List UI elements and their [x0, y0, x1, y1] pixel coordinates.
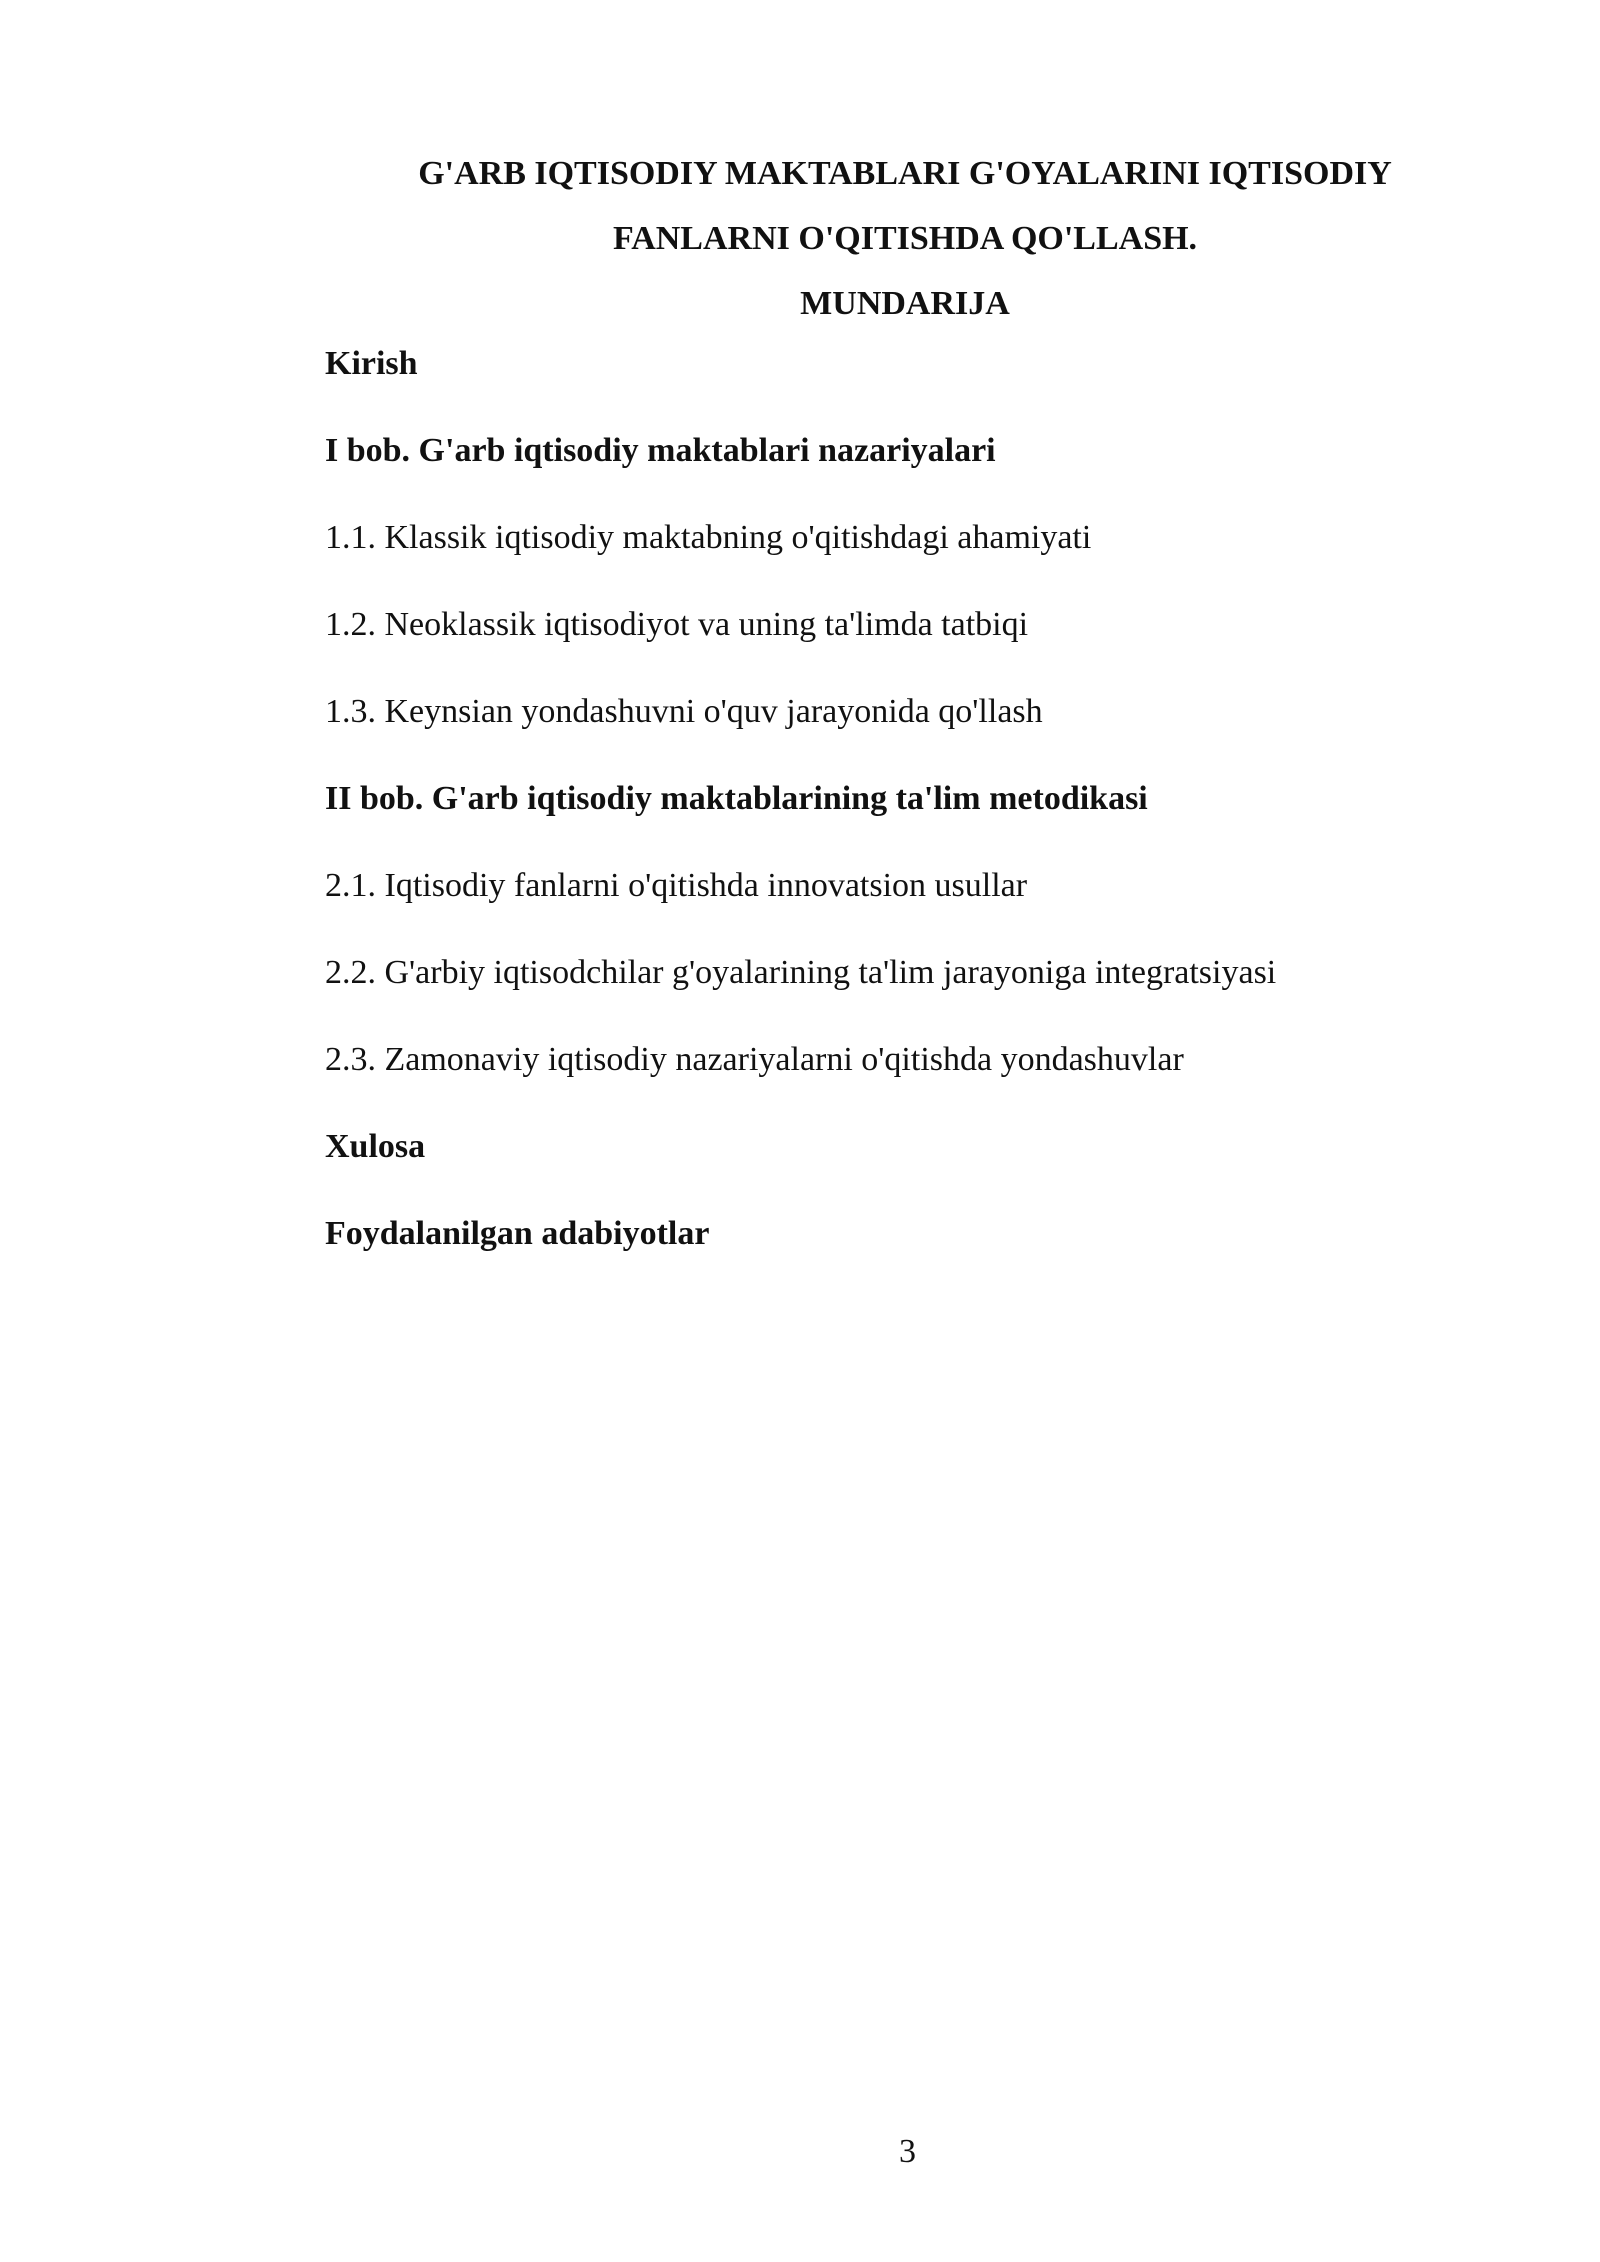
- toc-entry-conclusion: Xulosa: [325, 1128, 426, 1165]
- toc-entry-references: Foydalanilgan adabiyotlar: [325, 1215, 710, 1252]
- toc-entry-section-2-3: 2.3. Zamonaviy iqtisodiy nazariyalarni o'qitishda yondashuvlar: [325, 1041, 1184, 1078]
- toc-entry-chapter-2: II bob. G'arb iqtisodiy maktablarining ta'lim metodikasi: [325, 780, 1148, 817]
- toc-entry-section-2-2: 2.2. G'arbiy iqtisodchilar g'oyalarining ta'lim jarayoniga integratsiyasi: [325, 954, 1277, 991]
- page-number: 3: [899, 2133, 916, 2170]
- toc-entry-section-1-1: 1.1. Klassik iqtisodiy maktabning o'qitishdagi ahamiyati: [325, 519, 1092, 556]
- toc-entry-section-1-2: 1.2. Neoklassik iqtisodiyot va uning ta'limda tatbiqi: [325, 606, 1029, 643]
- toc-entry-introduction: Kirish: [325, 345, 418, 382]
- toc-entry-chapter-1: I bob. G'arb iqtisodiy maktablari nazariyalari: [325, 432, 996, 469]
- table-of-contents: [325, 344, 1485, 1301]
- toc-entry-section-1-3: 1.3. Keynsian yondashuvni o'quv jarayonida qo'llash: [325, 693, 1043, 730]
- document-title-line-1: G'ARB IQTISODIY MAKTABLARI G'OYALARINI IQTISODIY: [418, 155, 1392, 192]
- document-title-line-2: FANLARNI O'QITISHDA QO'LLASH.: [612, 220, 1198, 257]
- toc-entry-section-2-1: 2.1. Iqtisodiy fanlarni o'qitishda innovatsion usullar: [325, 867, 1028, 904]
- contents-heading: MUNDARIJA: [800, 285, 1010, 322]
